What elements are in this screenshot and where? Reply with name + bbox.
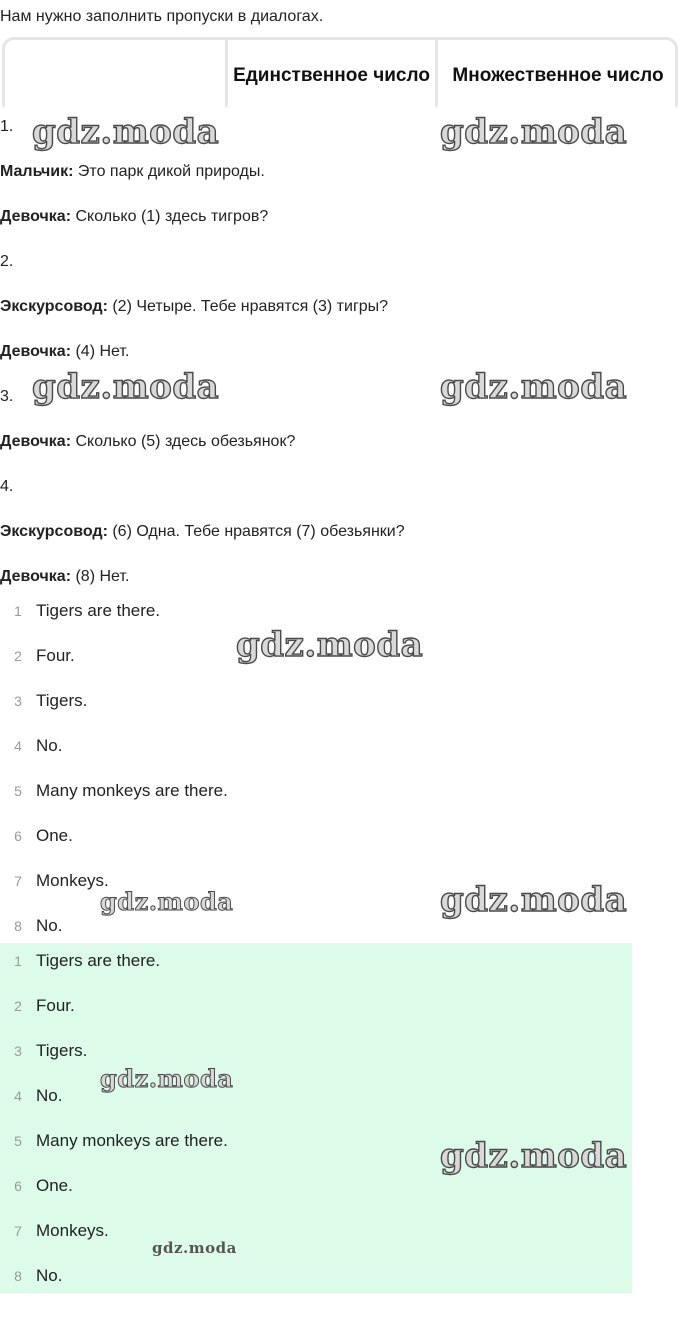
speaker-name: Экскурсовод: — [0, 523, 108, 540]
number-table-header — [2, 37, 678, 107]
item-text: Tigers. — [36, 691, 88, 710]
item-text: Four. — [36, 996, 75, 1015]
item-number: 6 — [14, 1178, 22, 1194]
item-number: 8 — [14, 918, 22, 934]
item-text: Monkeys. — [36, 1221, 109, 1240]
item-number: 8 — [14, 1268, 22, 1284]
watermark: gdz.moda — [440, 112, 628, 152]
item-text: No. — [36, 736, 63, 755]
watermark: gdz.moda — [236, 625, 424, 665]
item-number: 5 — [14, 1133, 22, 1149]
dialog-number: 3. — [0, 388, 14, 405]
table-header-plural — [438, 40, 678, 107]
item-text: Monkeys. — [36, 871, 109, 890]
item-number: 3 — [14, 1043, 22, 1059]
item-number: 7 — [14, 873, 22, 889]
dialog-number: 1. — [0, 118, 14, 135]
dialog-line — [0, 207, 268, 227]
item-text: Tigers are there. — [36, 601, 161, 620]
item-number: 3 — [14, 693, 22, 709]
item-number: 1 — [14, 953, 22, 969]
checked-answers-list — [0, 943, 632, 1293]
dialog-line — [0, 342, 129, 362]
watermark: gdz.moda — [32, 112, 220, 152]
dialog-text: (4) Нет. — [71, 343, 130, 360]
dialog-text: (6) Одна. Тебе нравятся (7) обезьянки? — [107, 523, 405, 540]
speaker-name: Экскурсовод: — [0, 298, 108, 315]
watermark: gdz.moda — [440, 1136, 628, 1176]
dialog-number: 4. — [0, 478, 14, 495]
dialog-line — [0, 567, 129, 587]
item-text: No. — [36, 1266, 63, 1285]
item-text: No. — [36, 1086, 63, 1105]
speaker-name: Девочка: — [0, 343, 72, 360]
watermark: gdz.moda — [100, 1064, 234, 1093]
dialog-text: (2) Четыре. Тебе нравятся (3) тигры? — [107, 298, 389, 315]
watermark: gdz.moda — [100, 887, 234, 916]
dialog-text: Сколько (5) здесь обезьянок? — [71, 433, 296, 450]
watermark: gdz.moda — [440, 367, 628, 407]
item-number: 2 — [14, 648, 22, 664]
item-number: 4 — [14, 1088, 22, 1104]
item-number: 1 — [14, 603, 22, 619]
item-text: One. — [36, 826, 73, 845]
item-text: No. — [36, 916, 63, 935]
dialog-line — [0, 432, 295, 452]
watermark: gdz.moda — [440, 880, 628, 920]
speaker-name: Девочка: — [0, 433, 72, 450]
intro-text: Нам нужно заполнить пропуски в диалогах. — [0, 8, 324, 25]
plural-label: Множественное число — [452, 65, 664, 86]
watermark: gdz.moda — [32, 367, 220, 407]
dialog-text: Сколько (1) здесь тигров? — [71, 208, 269, 225]
dialog-number: 2. — [0, 253, 14, 270]
table-header-empty-cell — [5, 40, 228, 107]
item-text: One. — [36, 1176, 73, 1195]
item-number: 7 — [14, 1223, 22, 1239]
item-text: Four. — [36, 646, 75, 665]
table-header-singular — [228, 40, 438, 107]
singular-label: Единственное число — [233, 65, 430, 86]
speaker-name: Девочка: — [0, 208, 72, 225]
item-text: Many monkeys are there. — [36, 781, 228, 800]
dialog-text: Это парк дикой природы. — [73, 163, 265, 180]
item-text: Tigers. — [36, 1041, 88, 1060]
dialog-line — [0, 162, 265, 182]
dialog-line — [0, 522, 405, 542]
item-number: 5 — [14, 783, 22, 799]
item-number: 4 — [14, 738, 22, 754]
item-number: 6 — [14, 828, 22, 844]
dialog-text: (8) Нет. — [71, 568, 130, 585]
item-text: Many monkeys are there. — [36, 1131, 228, 1150]
item-number: 2 — [14, 998, 22, 1014]
watermark: gdz.moda — [152, 1239, 237, 1257]
dialog-line — [0, 297, 388, 317]
item-text: Tigers are there. — [36, 951, 161, 970]
speaker-name: Мальчик: — [0, 163, 74, 180]
speaker-name: Девочка: — [0, 568, 72, 585]
